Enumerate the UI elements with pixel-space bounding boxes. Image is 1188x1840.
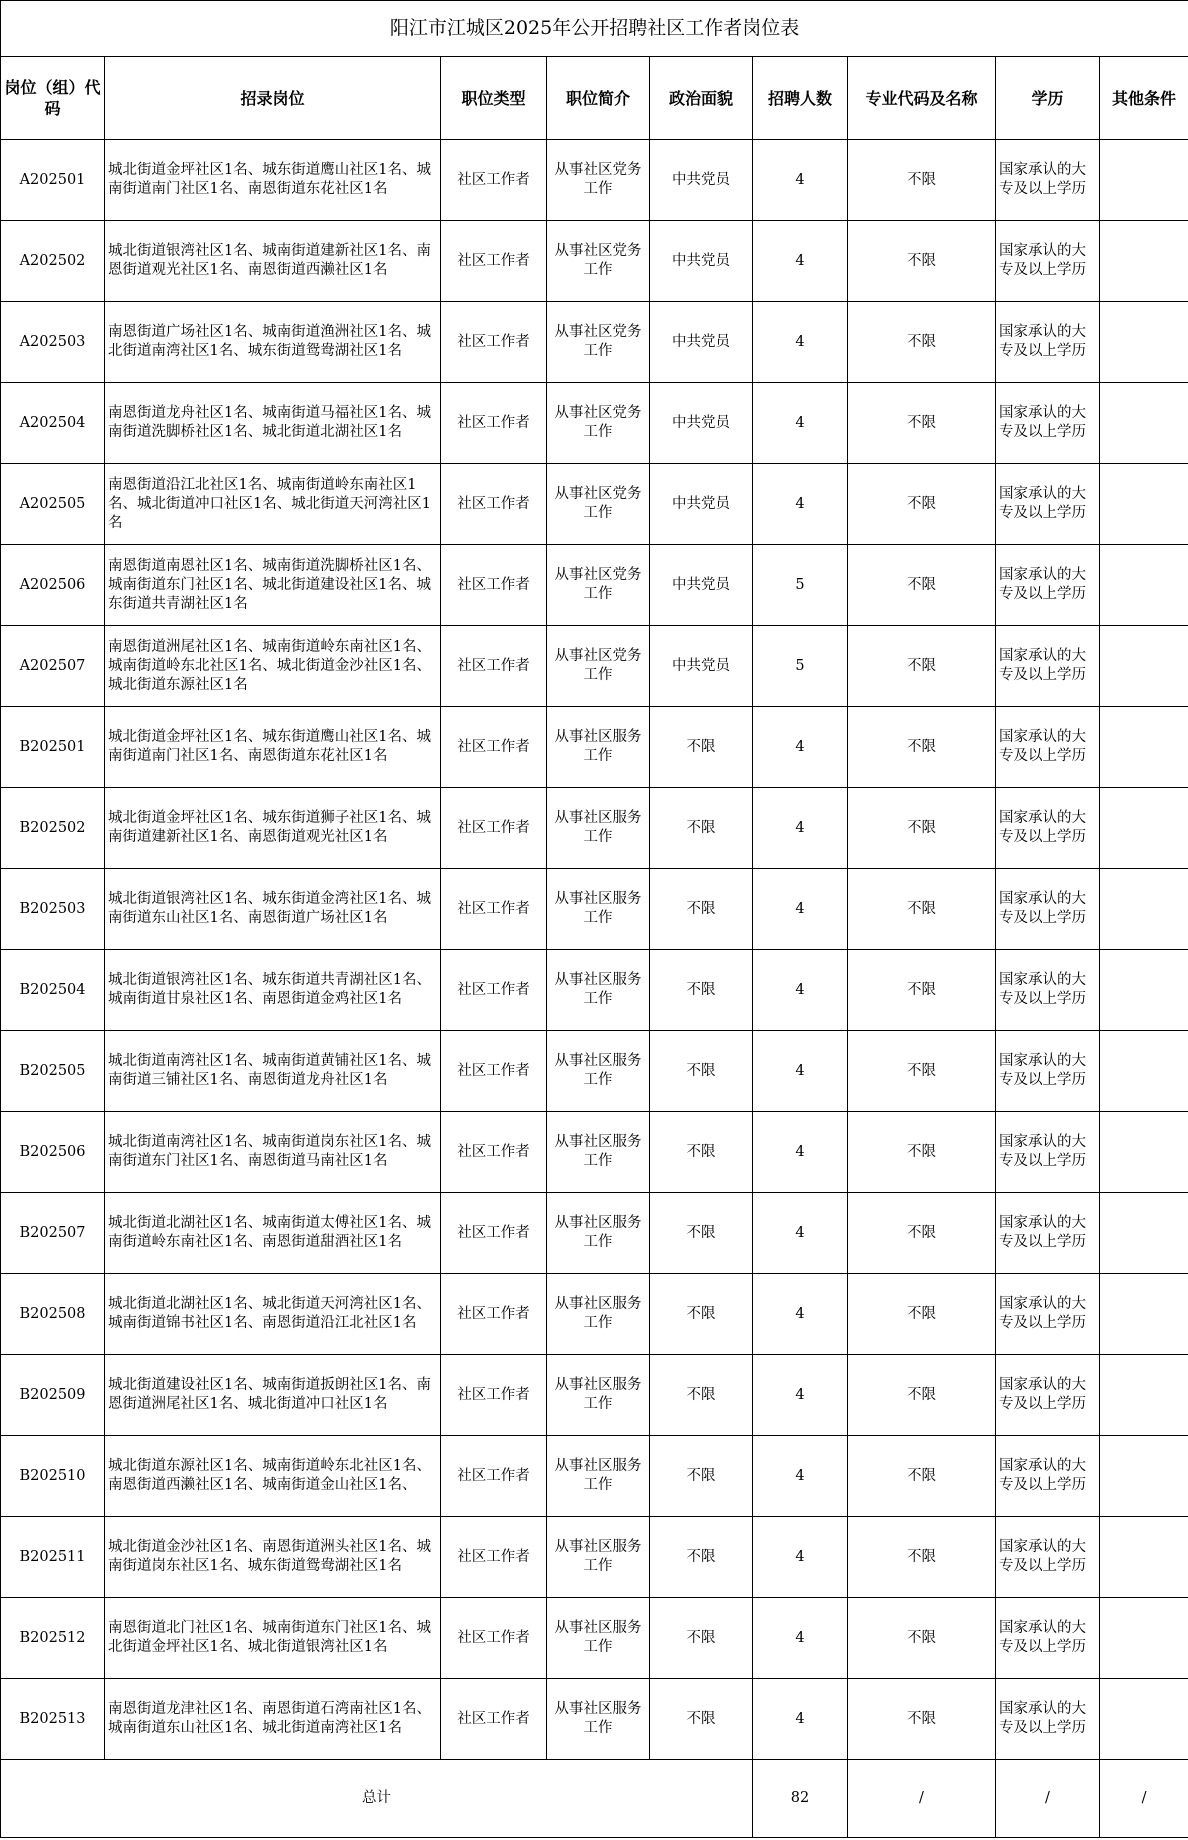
cell-count: 4 [753,1436,848,1517]
cell-code: B202509 [1,1355,105,1436]
cell-positions: 城北街道银湾社区1名、城南街道建新社区1名、南恩街道观光社区1名、南恩街道西濑社区1名 [105,221,441,302]
cell-type: 社区工作者 [441,140,547,221]
cell-type: 社区工作者 [441,1355,547,1436]
cell-code: A202501 [1,140,105,221]
cell-type: 社区工作者 [441,788,547,869]
cell-type: 社区工作者 [441,1517,547,1598]
table-row [1,1031,1188,1112]
cell-count: 4 [753,1031,848,1112]
cell-education: 国家承认的大专及以上学历 [996,1436,1100,1517]
cell-count: 4 [753,869,848,950]
table-row [1,221,1188,302]
cell-other [1100,1193,1188,1274]
cell-intro: 从事社区服务工作 [547,1193,650,1274]
header-type: 职位类型 [441,57,547,140]
cell-major: 不限 [848,788,996,869]
table-row [1,1517,1188,1598]
cell-positions: 城北街道银湾社区1名、城东街道金湾社区1名、城南街道东山社区1名、南恩街道广场社区1名 [105,869,441,950]
cell-education: 国家承认的大专及以上学历 [996,950,1100,1031]
table-title: 阳江市江城区2025年公开招聘社区工作者岗位表 [1,1,1188,57]
cell-political: 不限 [650,1031,753,1112]
cell-education: 国家承认的大专及以上学历 [996,1274,1100,1355]
cell-major: 不限 [848,464,996,545]
cell-other [1100,950,1188,1031]
table-row [1,1274,1188,1355]
cell-other [1100,140,1188,221]
cell-type: 社区工作者 [441,464,547,545]
cell-major: 不限 [848,383,996,464]
cell-other [1100,545,1188,626]
cell-code: A202506 [1,545,105,626]
cell-positions: 城北街道银湾社区1名、城东街道共青湖社区1名、城南街道甘泉社区1名、南恩街道金鸡社区1名 [105,950,441,1031]
cell-education: 国家承认的大专及以上学历 [996,1031,1100,1112]
cell-major: 不限 [848,1112,996,1193]
cell-major: 不限 [848,302,996,383]
cell-political: 不限 [650,1517,753,1598]
header-other: 其他条件 [1100,57,1188,140]
cell-type: 社区工作者 [441,869,547,950]
cell-political: 不限 [650,869,753,950]
header-count: 招聘人数 [753,57,848,140]
cell-political: 中共党员 [650,626,753,707]
cell-positions: 城北街道建设社区1名、城南街道扳朗社区1名、南恩街道洲尾社区1名、城北街道冲口社区1名 [105,1355,441,1436]
cell-code: B202506 [1,1112,105,1193]
cell-type: 社区工作者 [441,383,547,464]
cell-type: 社区工作者 [441,545,547,626]
cell-code: B202511 [1,1517,105,1598]
cell-positions: 城北街道金沙社区1名、南恩街道洲头社区1名、城南街道岗东社区1名、城东街道鸳鸯湖社区1名 [105,1517,441,1598]
cell-type: 社区工作者 [441,1031,547,1112]
cell-intro: 从事社区党务工作 [547,464,650,545]
cell-code: B202504 [1,950,105,1031]
cell-major: 不限 [848,140,996,221]
cell-count: 4 [753,464,848,545]
cell-count: 4 [753,140,848,221]
cell-intro: 从事社区服务工作 [547,1517,650,1598]
cell-other [1100,707,1188,788]
cell-intro: 从事社区服务工作 [547,1679,650,1760]
cell-political: 不限 [650,1436,753,1517]
table-row [1,1112,1188,1193]
cell-other [1100,1274,1188,1355]
cell-other [1100,221,1188,302]
cell-intro: 从事社区服务工作 [547,1112,650,1193]
header-education: 学历 [996,57,1100,140]
cell-political: 中共党员 [650,383,753,464]
cell-positions: 南恩街道龙舟社区1名、城南街道马福社区1名、城南街道洗脚桥社区1名、城北街道北湖社区1名 [105,383,441,464]
cell-count: 4 [753,383,848,464]
cell-type: 社区工作者 [441,1436,547,1517]
cell-education: 国家承认的大专及以上学历 [996,1598,1100,1679]
cell-other [1100,1598,1188,1679]
cell-other [1100,302,1188,383]
cell-major: 不限 [848,545,996,626]
cell-positions: 南恩街道龙津社区1名、南恩街道石湾南社区1名、城南街道东山社区1名、城北街道南湾社区1名 [105,1679,441,1760]
table-row [1,626,1188,707]
cell-intro: 从事社区服务工作 [547,1598,650,1679]
cell-positions: 南恩街道洲尾社区1名、城南街道岭东南社区1名、城南街道岭东北社区1名、城北街道金沙社区1名、城北街道东源社区1名 [105,626,441,707]
cell-education: 国家承认的大专及以上学历 [996,626,1100,707]
cell-count: 4 [753,950,848,1031]
cell-education: 国家承认的大专及以上学历 [996,1679,1100,1760]
cell-code: A202504 [1,383,105,464]
header-political: 政治面貌 [650,57,753,140]
cell-code: A202503 [1,302,105,383]
cell-positions: 城北街道金坪社区1名、城东街道鹰山社区1名、城南街道南门社区1名、南恩街道东花社区1名 [105,140,441,221]
cell-major: 不限 [848,1517,996,1598]
cell-count: 4 [753,221,848,302]
cell-code: B202505 [1,1031,105,1112]
cell-count: 4 [753,707,848,788]
header-intro: 职位简介 [547,57,650,140]
cell-count: 4 [753,302,848,383]
cell-positions: 城北街道南湾社区1名、城南街道岗东社区1名、城南街道东门社区1名、南恩街道马南社区1名 [105,1112,441,1193]
cell-intro: 从事社区党务工作 [547,626,650,707]
cell-positions: 南恩街道南恩社区1名、城南街道洗脚桥社区1名、城南街道东门社区1名、城北街道建设社区1名、城东街道共青湖社区1名 [105,545,441,626]
cell-intro: 从事社区服务工作 [547,1274,650,1355]
cell-other [1100,1436,1188,1517]
cell-intro: 从事社区服务工作 [547,1436,650,1517]
cell-other [1100,1112,1188,1193]
cell-political: 中共党员 [650,464,753,545]
cell-intro: 从事社区服务工作 [547,1031,650,1112]
cell-political: 不限 [650,1355,753,1436]
total-row [1,1760,1188,1838]
cell-major: 不限 [848,707,996,788]
cell-count: 4 [753,788,848,869]
cell-intro: 从事社区党务工作 [547,140,650,221]
cell-positions: 城北街道金坪社区1名、城东街道鹰山社区1名、城南街道南门社区1名、南恩街道东花社区1名 [105,707,441,788]
total-label: 总计 [1,1760,753,1838]
cell-other [1100,1517,1188,1598]
cell-education: 国家承认的大专及以上学历 [996,1355,1100,1436]
cell-code: B202502 [1,788,105,869]
cell-count: 4 [753,1598,848,1679]
cell-major: 不限 [848,950,996,1031]
cell-major: 不限 [848,1193,996,1274]
cell-type: 社区工作者 [441,221,547,302]
cell-type: 社区工作者 [441,1274,547,1355]
cell-count: 5 [753,626,848,707]
cell-education: 国家承认的大专及以上学历 [996,1112,1100,1193]
total-education: / [996,1760,1100,1838]
cell-intro: 从事社区党务工作 [547,302,650,383]
cell-count: 4 [753,1112,848,1193]
cell-type: 社区工作者 [441,1679,547,1760]
cell-count: 4 [753,1193,848,1274]
cell-type: 社区工作者 [441,1112,547,1193]
cell-type: 社区工作者 [441,1598,547,1679]
table-row [1,302,1188,383]
table-row [1,869,1188,950]
cell-other [1100,1355,1188,1436]
cell-intro: 从事社区服务工作 [547,869,650,950]
cell-major: 不限 [848,1436,996,1517]
cell-major: 不限 [848,626,996,707]
header-code: 岗位（组）代码 [1,57,105,140]
cell-count: 4 [753,1274,848,1355]
cell-positions: 城北街道南湾社区1名、城南街道黄铺社区1名、城南街道三铺社区1名、南恩街道龙舟社区1名 [105,1031,441,1112]
cell-code: A202505 [1,464,105,545]
cell-code: B202503 [1,869,105,950]
cell-political: 不限 [650,1112,753,1193]
table-row [1,1193,1188,1274]
cell-major: 不限 [848,1031,996,1112]
cell-count: 5 [753,545,848,626]
total-major: / [848,1760,996,1838]
cell-major: 不限 [848,1598,996,1679]
cell-count: 4 [753,1517,848,1598]
cell-positions: 城北街道东源社区1名、城南街道岭东北社区1名、南恩街道西濑社区1名、城南街道金山社区1名、 [105,1436,441,1517]
cell-code: A202507 [1,626,105,707]
cell-other [1100,1031,1188,1112]
cell-political: 中共党员 [650,302,753,383]
table-row [1,1598,1188,1679]
table-row [1,140,1188,221]
cell-other [1100,869,1188,950]
cell-education: 国家承认的大专及以上学历 [996,869,1100,950]
table-row [1,707,1188,788]
cell-other [1100,464,1188,545]
cell-type: 社区工作者 [441,707,547,788]
cell-education: 国家承认的大专及以上学历 [996,1517,1100,1598]
cell-positions: 南恩街道广场社区1名、城南街道渔洲社区1名、城北街道南湾社区1名、城东街道鸳鸯湖社区1名 [105,302,441,383]
cell-education: 国家承认的大专及以上学历 [996,302,1100,383]
cell-positions: 南恩街道沿江北社区1名、城南街道岭东南社区1名、城北街道冲口社区1名、城北街道天河湾社区1名 [105,464,441,545]
cell-type: 社区工作者 [441,626,547,707]
cell-major: 不限 [848,1274,996,1355]
cell-education: 国家承认的大专及以上学历 [996,1193,1100,1274]
cell-major: 不限 [848,1679,996,1760]
cell-political: 中共党员 [650,221,753,302]
cell-education: 国家承认的大专及以上学历 [996,464,1100,545]
cell-positions: 城北街道北湖社区1名、城南街道太傅社区1名、城南街道岭东南社区1名、南恩街道甜酒社区1名 [105,1193,441,1274]
header-positions: 招录岗位 [105,57,441,140]
table-row [1,1679,1188,1760]
table-row [1,464,1188,545]
table-row [1,950,1188,1031]
cell-type: 社区工作者 [441,302,547,383]
cell-major: 不限 [848,221,996,302]
cell-other [1100,626,1188,707]
cell-code: B202508 [1,1274,105,1355]
cell-count: 4 [753,1355,848,1436]
table-row [1,1355,1188,1436]
cell-education: 国家承认的大专及以上学历 [996,788,1100,869]
cell-code: B202513 [1,1679,105,1760]
table-row [1,545,1188,626]
cell-education: 国家承认的大专及以上学历 [996,221,1100,302]
total-count: 82 [753,1760,848,1838]
table-row [1,1436,1188,1517]
table-row [1,788,1188,869]
cell-intro: 从事社区党务工作 [547,545,650,626]
cell-intro: 从事社区服务工作 [547,788,650,869]
total-other: / [1100,1760,1188,1838]
cell-political: 不限 [650,788,753,869]
cell-education: 国家承认的大专及以上学历 [996,140,1100,221]
cell-code: B202507 [1,1193,105,1274]
cell-other [1100,383,1188,464]
cell-code: B202510 [1,1436,105,1517]
cell-intro: 从事社区服务工作 [547,707,650,788]
cell-intro: 从事社区党务工作 [547,221,650,302]
cell-education: 国家承认的大专及以上学历 [996,545,1100,626]
cell-positions: 城北街道金坪社区1名、城东街道狮子社区1名、城南街道建新社区1名、南恩街道观光社区1名 [105,788,441,869]
cell-political: 不限 [650,950,753,1031]
cell-political: 不限 [650,1679,753,1760]
cell-political: 不限 [650,1274,753,1355]
cell-major: 不限 [848,1355,996,1436]
cell-political: 不限 [650,1193,753,1274]
cell-code: B202512 [1,1598,105,1679]
cell-intro: 从事社区服务工作 [547,1355,650,1436]
cell-other [1100,788,1188,869]
cell-political: 不限 [650,1598,753,1679]
cell-education: 国家承认的大专及以上学历 [996,707,1100,788]
cell-political: 中共党员 [650,545,753,626]
cell-code: B202501 [1,707,105,788]
cell-political: 中共党员 [650,140,753,221]
header-major: 专业代码及名称 [848,57,996,140]
cell-major: 不限 [848,869,996,950]
cell-political: 不限 [650,707,753,788]
cell-count: 4 [753,1679,848,1760]
cell-code: A202502 [1,221,105,302]
cell-positions: 城北街道北湖社区1名、城北街道天河湾社区1名、城南街道锦书社区1名、南恩街道沿江北社区1名 [105,1274,441,1355]
table-row [1,383,1188,464]
cell-intro: 从事社区服务工作 [547,950,650,1031]
table-body [1,140,1188,1760]
cell-positions: 南恩街道北门社区1名、城南街道东门社区1名、城北街道金坪社区1名、城北街道银湾社区1名 [105,1598,441,1679]
cell-intro: 从事社区党务工作 [547,383,650,464]
cell-education: 国家承认的大专及以上学历 [996,383,1100,464]
cell-other [1100,1679,1188,1760]
cell-type: 社区工作者 [441,1193,547,1274]
cell-type: 社区工作者 [441,950,547,1031]
